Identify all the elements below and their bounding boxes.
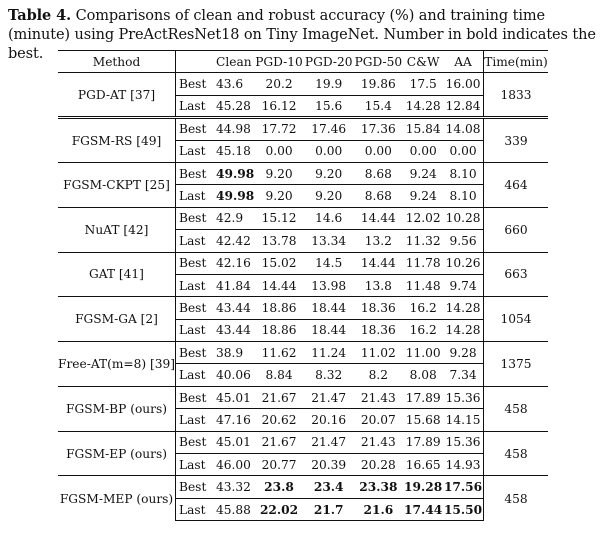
header-time: Time(min) [484, 51, 549, 73]
value-cell: 23.8 [254, 476, 304, 498]
value-cell: 13.98 [304, 274, 354, 296]
value-cell: 14.44 [254, 274, 304, 296]
value-cell: 45.88 [216, 498, 254, 520]
value-cell: 16.65 [403, 454, 443, 476]
value-cell: 9.56 [443, 230, 483, 252]
value-cell: 17.89 [403, 386, 443, 408]
value-cell: 14.28 [403, 95, 443, 117]
table-row [58, 476, 548, 498]
row-tag: Best [176, 342, 217, 364]
value-cell: 18.44 [304, 297, 354, 319]
value-cell: 43.6 [216, 73, 254, 95]
table-row [58, 386, 548, 408]
row-tag: Last [176, 409, 217, 431]
table-body [58, 73, 548, 521]
value-cell: 15.36 [443, 431, 483, 453]
value-cell: 14.6 [304, 207, 354, 229]
value-cell: 9.24 [403, 185, 443, 207]
header-pgd10: PGD-10 [254, 51, 304, 73]
value-cell: 18.44 [304, 319, 354, 341]
value-cell: 23.4 [304, 476, 354, 498]
time-cell: 660 [484, 207, 549, 252]
value-cell: 11.02 [354, 342, 404, 364]
value-cell: 10.26 [443, 252, 483, 274]
value-cell: 20.77 [254, 454, 304, 476]
value-cell: 15.84 [403, 118, 443, 140]
time-cell: 339 [484, 118, 549, 163]
value-cell: 21.6 [354, 498, 404, 520]
time-cell: 464 [484, 162, 549, 207]
row-tag: Best [176, 297, 217, 319]
value-cell: 42.16 [216, 252, 254, 274]
value-cell: 8.10 [443, 185, 483, 207]
value-cell: 11.00 [403, 342, 443, 364]
value-cell: 13.2 [354, 230, 404, 252]
value-cell: 20.28 [354, 454, 404, 476]
time-cell: 458 [484, 476, 549, 521]
value-cell: 15.68 [403, 409, 443, 431]
value-cell: 20.16 [304, 409, 354, 431]
value-cell: 19.9 [304, 73, 354, 95]
value-cell: 12.02 [403, 207, 443, 229]
value-cell: 11.24 [304, 342, 354, 364]
row-tag: Last [176, 498, 217, 520]
header-pgd20: PGD-20 [304, 51, 354, 73]
value-cell: 14.93 [443, 454, 483, 476]
table-row [58, 297, 548, 319]
value-cell: 21.47 [304, 431, 354, 453]
value-cell: 14.44 [354, 207, 404, 229]
value-cell: 17.44 [403, 498, 443, 520]
method-name: GAT [41] [58, 252, 176, 297]
value-cell: 11.62 [254, 342, 304, 364]
value-cell: 16.2 [403, 297, 443, 319]
time-cell: 1054 [484, 297, 549, 342]
value-cell: 19.28 [403, 476, 443, 498]
value-cell: 9.20 [254, 162, 304, 184]
value-cell: 16.12 [254, 95, 304, 117]
value-cell: 9.24 [403, 162, 443, 184]
value-cell: 7.34 [443, 364, 483, 386]
value-cell: 16.2 [403, 319, 443, 341]
value-cell: 0.00 [443, 140, 483, 162]
value-cell: 45.18 [216, 140, 254, 162]
value-cell: 13.8 [354, 274, 404, 296]
value-cell: 41.84 [216, 274, 254, 296]
value-cell: 20.2 [254, 73, 304, 95]
value-cell: 8.32 [304, 364, 354, 386]
row-tag: Best [176, 252, 217, 274]
row-tag: Best [176, 386, 217, 408]
value-cell: 45.28 [216, 95, 254, 117]
table-row [58, 73, 548, 95]
row-tag: Best [176, 162, 217, 184]
value-cell: 49.98 [216, 162, 254, 184]
value-cell: 14.15 [443, 409, 483, 431]
row-tag: Last [176, 95, 217, 117]
value-cell: 17.72 [254, 118, 304, 140]
value-cell: 14.28 [443, 319, 483, 341]
value-cell: 20.07 [354, 409, 404, 431]
header-method: Method [58, 51, 176, 73]
value-cell: 21.67 [254, 431, 304, 453]
row-tag: Best [176, 431, 217, 453]
table-row [58, 118, 548, 140]
value-cell: 8.10 [443, 162, 483, 184]
value-cell: 8.68 [354, 162, 404, 184]
value-cell: 44.98 [216, 118, 254, 140]
value-cell: 15.6 [304, 95, 354, 117]
method-name: FGSM-CKPT [25] [58, 162, 176, 207]
header-cw: C&W [403, 51, 443, 73]
value-cell: 17.56 [443, 476, 483, 498]
method-name: FGSM-GA [2] [58, 297, 176, 342]
table-row [58, 252, 548, 274]
value-cell: 18.86 [254, 297, 304, 319]
value-cell: 9.20 [304, 162, 354, 184]
value-cell: 21.67 [254, 386, 304, 408]
header-tag-spacer [176, 51, 217, 73]
value-cell: 47.16 [216, 409, 254, 431]
table-row [58, 431, 548, 453]
row-tag: Last [176, 230, 217, 252]
value-cell: 43.32 [216, 476, 254, 498]
value-cell: 42.42 [216, 230, 254, 252]
header-clean: Clean [216, 51, 254, 73]
results-table [58, 50, 548, 521]
value-cell: 15.4 [354, 95, 404, 117]
value-cell: 8.2 [354, 364, 404, 386]
row-tag: Last [176, 319, 217, 341]
method-name: NuAT [42] [58, 207, 176, 252]
value-cell: 45.01 [216, 386, 254, 408]
value-cell: 11.32 [403, 230, 443, 252]
value-cell: 9.74 [443, 274, 483, 296]
time-cell: 458 [484, 431, 549, 476]
method-name: FGSM-EP (ours) [58, 431, 176, 476]
value-cell: 20.39 [304, 454, 354, 476]
value-cell: 43.44 [216, 319, 254, 341]
value-cell: 8.84 [254, 364, 304, 386]
row-tag: Last [176, 140, 217, 162]
row-tag: Best [176, 207, 217, 229]
table-header-row [58, 51, 548, 73]
value-cell: 18.86 [254, 319, 304, 341]
value-cell: 21.43 [354, 431, 404, 453]
value-cell: 15.12 [254, 207, 304, 229]
value-cell: 13.34 [304, 230, 354, 252]
value-cell: 9.20 [304, 185, 354, 207]
method-name: FGSM-BP (ours) [58, 386, 176, 431]
value-cell: 14.5 [304, 252, 354, 274]
value-cell: 20.62 [254, 409, 304, 431]
table-row [58, 207, 548, 229]
value-cell: 46.00 [216, 454, 254, 476]
method-name: PGD-AT [37] [58, 73, 176, 118]
value-cell: 43.44 [216, 297, 254, 319]
header-pgd50: PGD-50 [354, 51, 404, 73]
value-cell: 17.46 [304, 118, 354, 140]
value-cell: 0.00 [403, 140, 443, 162]
caption-text: Comparisons of clean and robust accuracy (%) and training time (minute) using PreActResNet18 on Tiny ImageNet. Number in bold indicates the best. [8, 8, 596, 62]
value-cell: 21.47 [304, 386, 354, 408]
time-cell: 458 [484, 386, 549, 431]
value-cell: 17.5 [403, 73, 443, 95]
row-tag: Best [176, 118, 217, 140]
row-tag: Best [176, 73, 217, 95]
value-cell: 21.7 [304, 498, 354, 520]
value-cell: 15.36 [443, 386, 483, 408]
row-tag: Last [176, 185, 217, 207]
value-cell: 15.02 [254, 252, 304, 274]
row-tag: Last [176, 364, 217, 386]
value-cell: 8.68 [354, 185, 404, 207]
value-cell: 9.28 [443, 342, 483, 364]
value-cell: 0.00 [354, 140, 404, 162]
caption-label: Table 4. [8, 7, 72, 24]
value-cell: 14.44 [354, 252, 404, 274]
value-cell: 11.78 [403, 252, 443, 274]
table-row [58, 342, 548, 364]
method-name: FGSM-MEP (ours) [58, 476, 176, 521]
value-cell: 18.36 [354, 319, 404, 341]
value-cell: 0.00 [254, 140, 304, 162]
value-cell: 0.00 [304, 140, 354, 162]
value-cell: 12.84 [443, 95, 483, 117]
results-table-wrapper [58, 50, 548, 521]
method-name: FGSM-RS [49] [58, 118, 176, 163]
value-cell: 11.48 [403, 274, 443, 296]
header-aa: AA [443, 51, 483, 73]
value-cell: 23.38 [354, 476, 404, 498]
value-cell: 19.86 [354, 73, 404, 95]
time-cell: 1375 [484, 342, 549, 387]
value-cell: 49.98 [216, 185, 254, 207]
value-cell: 45.01 [216, 431, 254, 453]
table-row [58, 162, 548, 184]
value-cell: 16.00 [443, 73, 483, 95]
value-cell: 22.02 [254, 498, 304, 520]
value-cell: 8.08 [403, 364, 443, 386]
value-cell: 14.28 [443, 297, 483, 319]
row-tag: Best [176, 476, 217, 498]
value-cell: 15.50 [443, 498, 483, 520]
value-cell: 14.08 [443, 118, 483, 140]
method-name: Free-AT(m=8) [39] [58, 342, 176, 387]
value-cell: 42.9 [216, 207, 254, 229]
value-cell: 17.36 [354, 118, 404, 140]
value-cell: 40.06 [216, 364, 254, 386]
row-tag: Last [176, 454, 217, 476]
value-cell: 21.43 [354, 386, 404, 408]
time-cell: 663 [484, 252, 549, 297]
value-cell: 9.20 [254, 185, 304, 207]
value-cell: 13.78 [254, 230, 304, 252]
time-cell: 1833 [484, 73, 549, 118]
value-cell: 17.89 [403, 431, 443, 453]
value-cell: 10.28 [443, 207, 483, 229]
row-tag: Last [176, 274, 217, 296]
value-cell: 18.36 [354, 297, 404, 319]
value-cell: 38.9 [216, 342, 254, 364]
